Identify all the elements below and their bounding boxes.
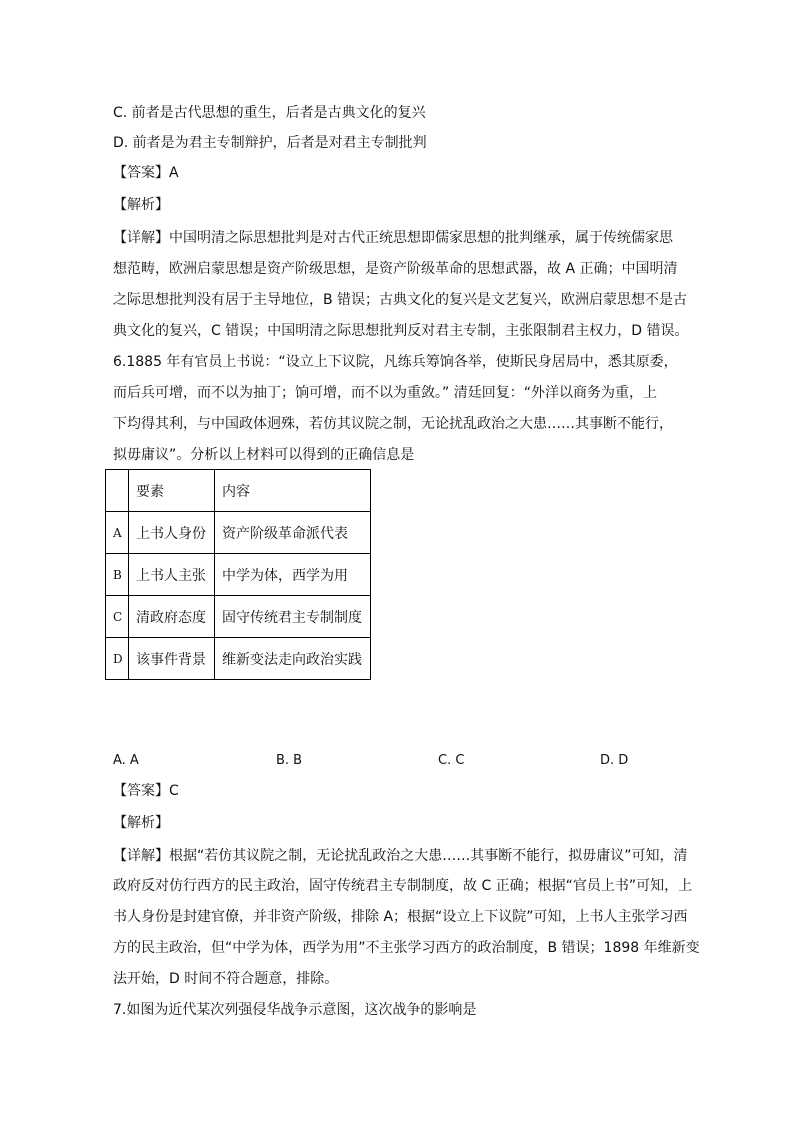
table-cell: 固守传统君主专制制度 xyxy=(215,596,371,638)
table-row xyxy=(106,596,371,638)
table-cell: 该事件背景 xyxy=(129,638,215,680)
detail-line: 法开始，D 时间不符合题意，排除。 xyxy=(113,971,339,987)
detail-line: 【详解】中国明清之际思想批判是对古代正统思想即儒家思想的批判继承，属于传统儒家思 xyxy=(113,230,673,246)
table-row xyxy=(106,638,371,680)
answer-label: 【答案】C xyxy=(113,783,179,799)
table-cell: 资产阶级革命派代表 xyxy=(215,512,371,554)
table-cell: A xyxy=(106,512,129,554)
detail-line: 【详解】根据“若仿其议院之制，无论扰乱政治之大患……其事断不能行，拟毋庸议”可知，清 xyxy=(113,848,688,864)
table-cell: 中学为体，西学为用 xyxy=(215,554,371,596)
table-cell: C xyxy=(106,596,129,638)
option-d: D. D xyxy=(600,753,629,768)
table-cell: 维新变法走向政治实践 xyxy=(215,638,371,680)
option-c: C. C xyxy=(438,753,465,768)
option-c-text: C. 前者是古代思想的重生，后者是古典文化的复兴 xyxy=(113,105,426,121)
detail-line: 方的民主政治，但“中学为体，西学为用”不主张学习西方的政治制度，B 错误；1898 年维新变 xyxy=(113,940,700,956)
detail-line: 政府反对仿行西方的民主政治，固守传统君主专制制度，故 C 正确；根据“官员上书”可知，上 xyxy=(113,878,693,894)
table-cell: B xyxy=(106,554,129,596)
question-6-stem: 下均得其利，与中国政体迥殊，若仿其议院之制，无论扰乱政治之大患……其事断不能行， xyxy=(113,416,673,432)
table-header-cell: 要素 xyxy=(129,470,215,512)
table-header-cell: 内容 xyxy=(215,470,371,512)
detail-line: 典文化的复兴，C 错误；中国明清之际思想批判反对君主专制，主张限制君主权力，D 错误。 xyxy=(113,323,689,339)
table-cell: 上书人身份 xyxy=(129,512,215,554)
table-cell: 清政府态度 xyxy=(129,596,215,638)
analysis-label: 【解析】 xyxy=(113,815,169,831)
answer-label: 【答案】A xyxy=(113,165,179,181)
option-d-text: D. 前者是为君主专制辩护，后者是对君主专制批判 xyxy=(113,135,427,151)
question-6-stem: 拟毋庸议”。分析以上材料可以得到的正确信息是 xyxy=(113,447,415,463)
table-header-cell xyxy=(106,470,129,512)
table-header-row xyxy=(106,470,371,512)
table-row xyxy=(106,512,371,554)
table-cell: 上书人主张 xyxy=(129,554,215,596)
option-a: A. A xyxy=(113,753,139,768)
question-6-stem: 6.1885 年有官员上书说：“设立上下议院，凡练兵筹饷各举，使斯民身居局中，悉其原委， xyxy=(113,354,678,370)
analysis-label: 【解析】 xyxy=(113,197,169,213)
question-6-table xyxy=(105,469,371,680)
detail-line: 之际思想批判没有居于主导地位，B 错误；古典文化的复兴是文艺复兴，欧洲启蒙思想不是古 xyxy=(113,292,688,308)
detail-line: 书人身份是封建官僚，并非资产阶级，排除 A；根据“设立上下议院”可知，上书人主张学习西 xyxy=(113,909,688,925)
table-row xyxy=(106,554,371,596)
table-cell: D xyxy=(106,638,129,680)
detail-line: 想范畴，欧洲启蒙思想是资产阶级思想，是资产阶级革命的思想武器，故 A 正确；中国明清 xyxy=(113,261,678,277)
question-7-stem: 7.如图为近代某次列强侵华战争示意图，这次战争的影响是 xyxy=(113,1002,477,1018)
question-6-stem: 而后兵可增，而不以为抽丁；饷可增，而不以为重敛。” 清廷回复：“外洋以商务为重，上 xyxy=(113,385,657,401)
option-b: B. B xyxy=(276,753,303,768)
